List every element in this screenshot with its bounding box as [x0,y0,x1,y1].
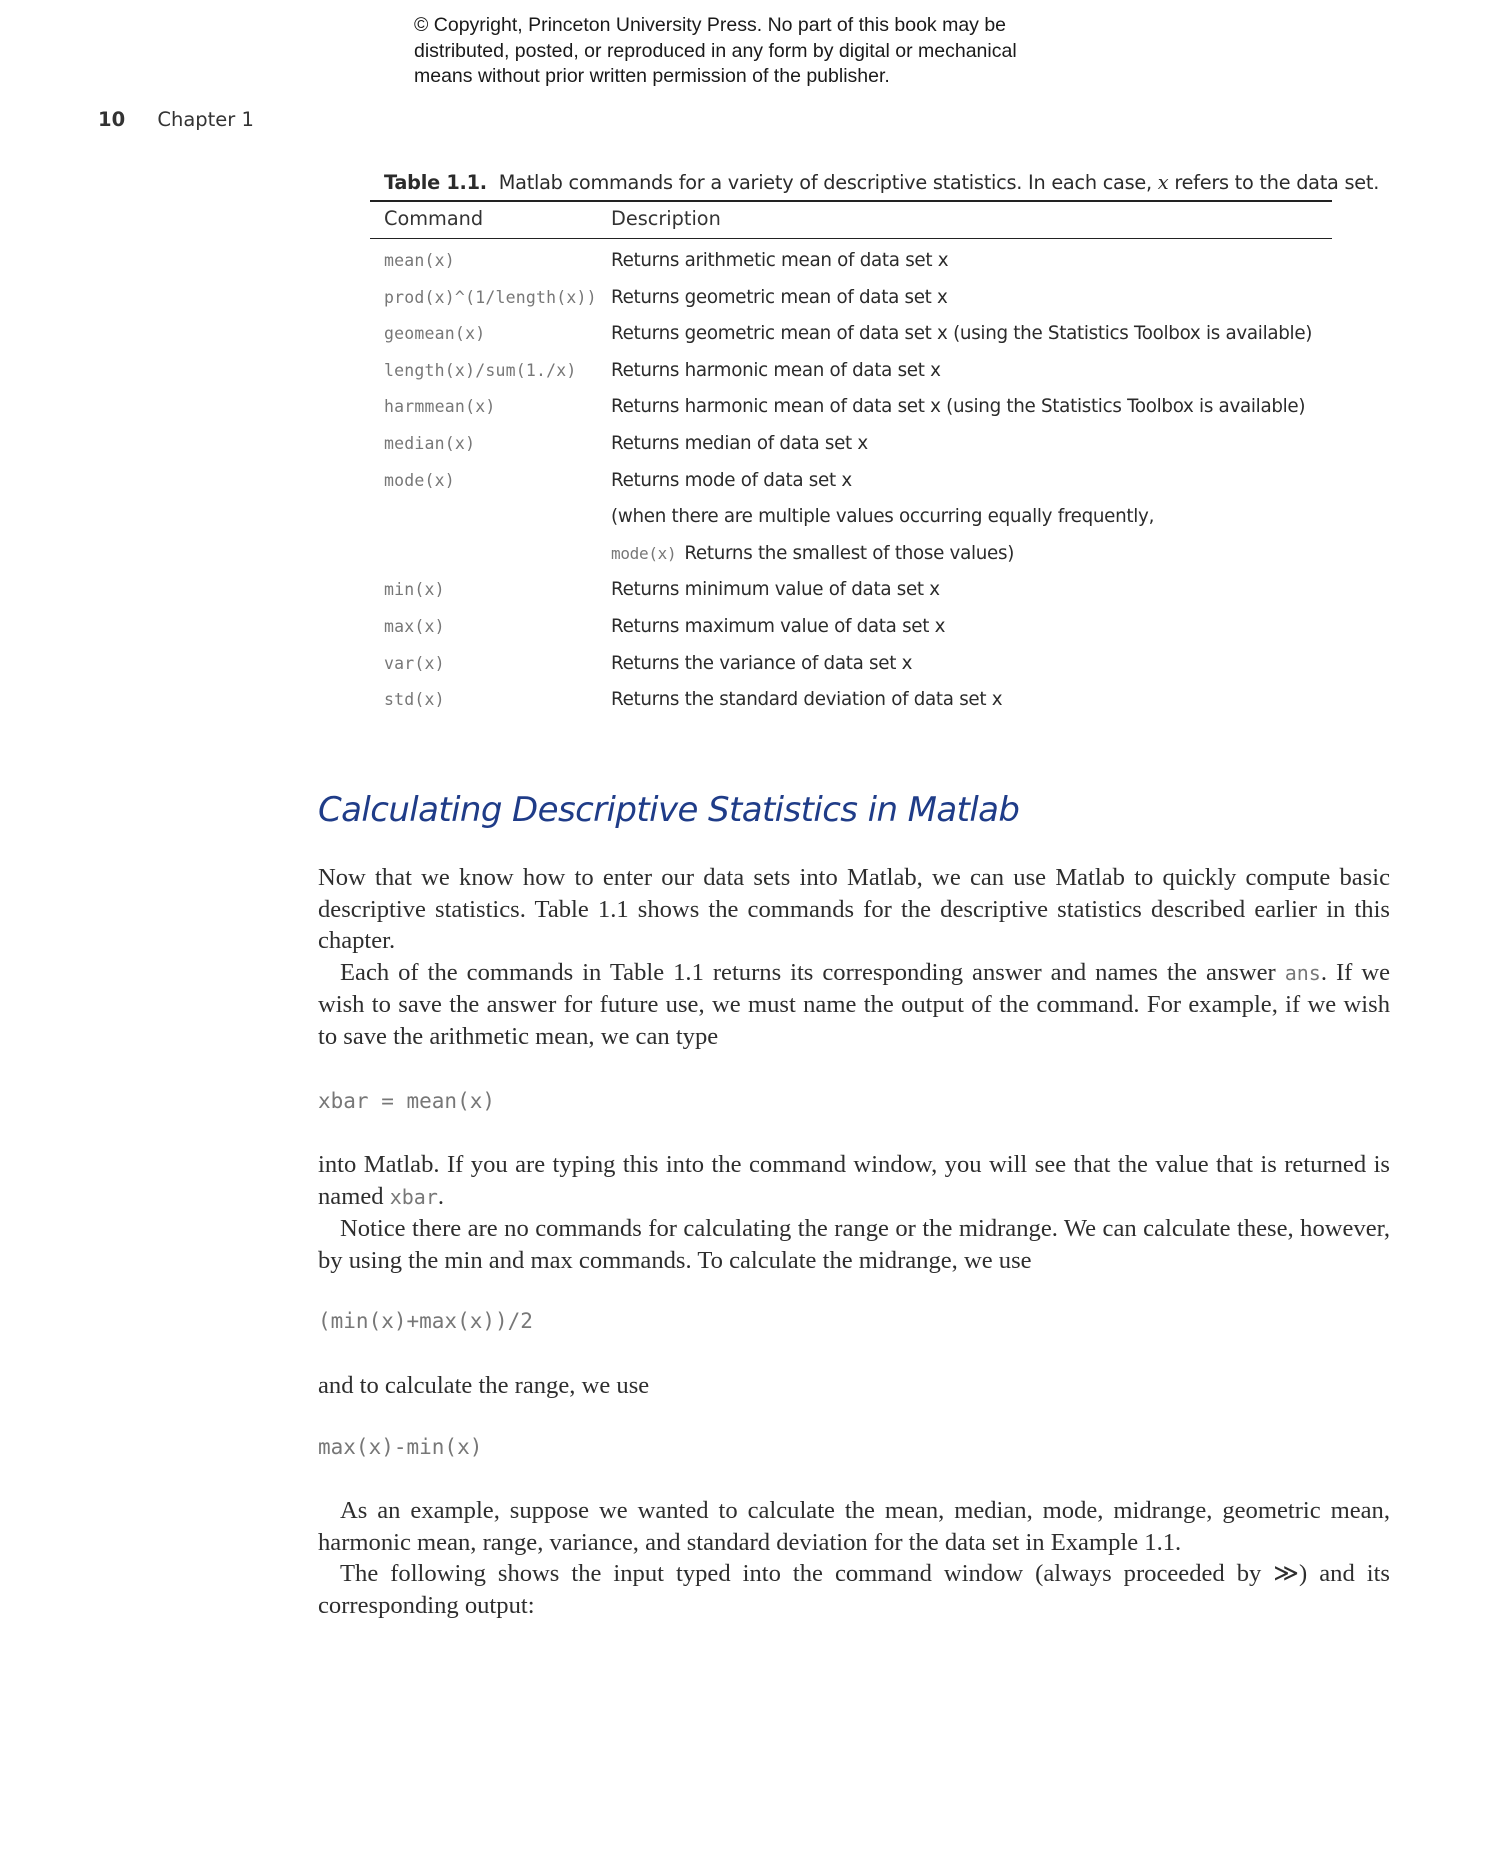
code-block [318,1086,1390,1118]
row-command: mode(x) [384,470,455,490]
copyright-line: distributed, posted, or reproduced in any form by digital or mechanical [414,39,1017,62]
row-description: Returns arithmetic mean of data set x [611,250,949,271]
table-body [370,239,1332,719]
row-description: Returns geometric mean of data set x [611,286,948,308]
row-description: Returns harmonic mean of data set x [611,359,941,381]
paragraph [318,1149,1390,1213]
row-description: Returns the variance of data set x [611,652,913,674]
row-description: Returns geometric mean of data set x (using the Statistics Toolbox is available) [611,323,1313,345]
page-number: 10 [98,108,126,131]
section-body-2 [318,1149,1390,1276]
table-caption-text-end: refers to the data set. [1174,171,1380,194]
table-caption [370,170,1380,196]
row-command: var(x) [384,653,445,673]
paragraph: Now that we know how to enter our data sets into Matlab, we can use Matlab to quickly compute basic descriptive statistics. Table 1.1 shows the commands for the descriptive statistics described earlier in this chapter. [318,864,1390,954]
section-body-3 [318,1370,1390,1402]
row-description: (when there are multiple values occurring equally frequently, [611,506,1155,528]
table-row [370,426,1332,463]
section-heading: Calculating Descriptive Statistics in Matlab [318,790,1020,830]
row-description-continued [611,536,1332,573]
paragraph: As an example, suppose we wanted to calculate the mean, median, mode, midrange, geometric mean, harmonic mean, range, variance, and standard deviation for the data set in Example 1.1. [318,1497,1390,1556]
section-body-1 [318,862,1390,1052]
section-body-4 [318,1495,1390,1621]
row-command [370,499,611,536]
code-block [318,1306,1390,1338]
table-row [370,646,1332,683]
row-description: Returns the smallest of those values) [684,542,1015,564]
row-description: Returns the standard deviation of data set x [611,689,1003,711]
table-row [370,499,1332,536]
table-caption-var: x [1157,171,1169,194]
header-description: Description [611,207,721,230]
table-row [370,353,1332,390]
code-line: max(x)-min(x) [318,1435,483,1459]
paragraph: and to calculate the range, we use [318,1372,650,1399]
header-command: Command [384,207,484,230]
row-command: prod(x)^(1/length(x)) [384,287,597,307]
table-row [370,536,1332,573]
table-row [370,682,1332,719]
table-row [370,316,1332,353]
inline-code: xbar [389,1184,438,1209]
chapter-label: Chapter 1 [157,108,254,131]
table-caption-label: Table 1.1. [384,171,487,194]
inline-code: ans [1284,960,1321,985]
copyright-line: means without prior written permission of the publisher. [414,65,890,87]
paragraph: Notice there are no commands for calculating the range or the midrange. We can calculate these, however, by using the min and max commands. To calculate the midrange, we use [318,1215,1390,1274]
copyright-line: © Copyright, Princeton University Press. No part of this book may be [414,14,1007,36]
row-command: geomean(x) [384,324,486,344]
paragraph-text: . [437,1182,445,1210]
table-row [370,572,1332,609]
row-command: mean(x) [384,251,455,270]
table-row [370,389,1332,426]
table-1-1 [370,170,1380,719]
table-row [370,463,1332,500]
table-row [370,609,1332,646]
row-command [370,536,611,573]
row-command: median(x) [384,433,476,453]
paragraph [318,957,1390,1053]
row-description: Returns minimum value of data set x [611,579,940,601]
table-row [370,243,1332,280]
table-header [370,202,1332,236]
row-command: length(x)/sum(1./x) [384,360,577,380]
code-block [318,1432,1390,1464]
row-command: std(x) [384,690,445,710]
row-command: min(x) [384,580,445,600]
paragraph-text: . If we wish to save the answer for future use, we must name the output of the command. For example, if we wish to save the arithmetic mean, we can type [318,958,1390,1050]
code-line: (min(x)+max(x))/2 [318,1309,533,1333]
row-command: max(x) [384,616,445,636]
paragraph-text: into Matlab. If you are typing this into the command window, you will see that the value that is returned is named [318,1151,1390,1210]
row-description: Returns maximum value of data set x [611,615,946,637]
row-description: Returns harmonic mean of data set x (using the Statistics Toolbox is available) [611,396,1306,418]
inline-command: mode(x) [611,543,677,563]
row-description: Returns median of data set x [611,432,868,454]
table-row [370,280,1332,317]
row-command: harmmean(x) [384,397,496,417]
code-line: xbar = mean(x) [318,1089,496,1113]
paragraph: The following shows the input typed into the command window (always proceeded by ≫) and its corresponding output: [318,1560,1390,1619]
running-head [98,108,254,131]
row-description: Returns mode of data set x [611,469,852,491]
table-caption-text: Matlab commands for a variety of descriptive statistics. In each case, [498,171,1152,194]
copyright-notice [414,13,1094,90]
paragraph-text: Each of the commands in Table 1.1 returns its corresponding answer and names the answer [340,958,1276,986]
